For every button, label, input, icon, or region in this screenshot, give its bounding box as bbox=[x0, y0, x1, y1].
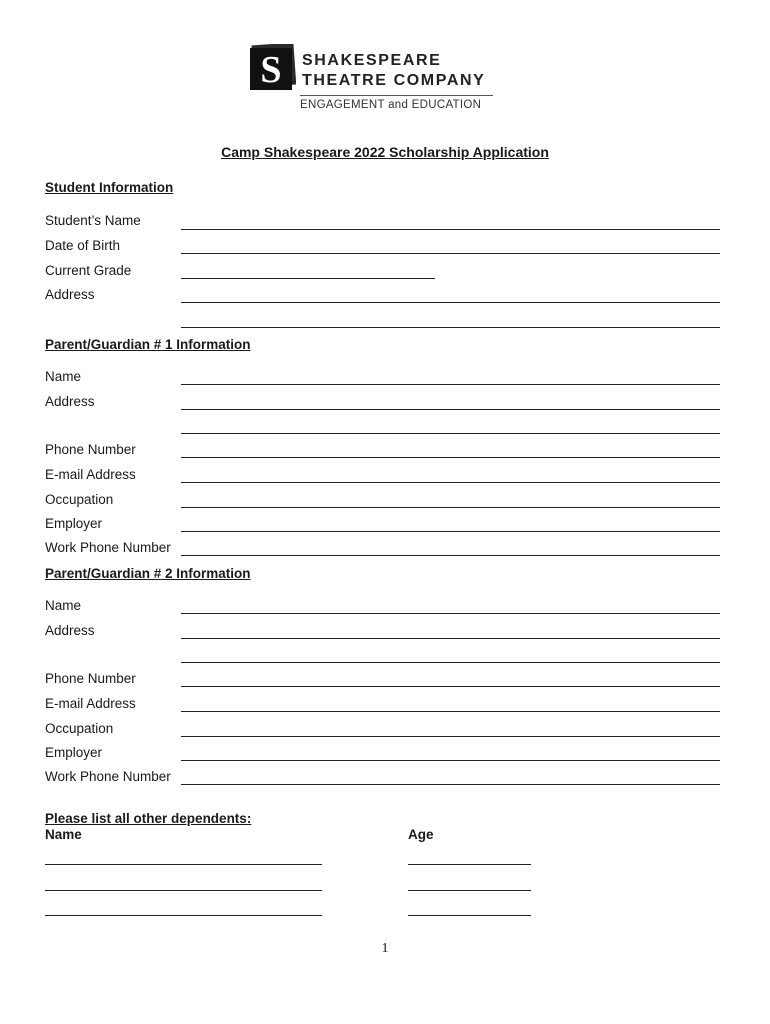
logo-text-line1: SHAKESPEARE bbox=[302, 52, 442, 69]
guardian2-address-label: Address bbox=[45, 623, 95, 638]
guardian1-phone-field[interactable] bbox=[181, 457, 720, 458]
dependent-age-field[interactable] bbox=[408, 890, 531, 891]
guardian2-employer-label: Employer bbox=[45, 745, 103, 760]
student-name-label: Student’s Name bbox=[45, 213, 141, 228]
guardian2-email-field[interactable] bbox=[181, 711, 720, 712]
guardian2-name-label: Name bbox=[45, 598, 82, 613]
logo-divider bbox=[300, 95, 493, 96]
student-address-field-line1[interactable] bbox=[181, 302, 720, 303]
guardian1-occupation-field[interactable] bbox=[181, 507, 720, 508]
student-address-field-line2[interactable] bbox=[181, 327, 720, 328]
guardian2-work-phone-label: Work Phone Number bbox=[45, 769, 171, 784]
logo-s-mark-icon bbox=[250, 44, 296, 90]
student-dob-field[interactable] bbox=[181, 253, 720, 254]
guardian2-work-phone-field[interactable] bbox=[181, 784, 720, 785]
guardian2-phone-field[interactable] bbox=[181, 686, 720, 687]
guardian1-employer-label: Employer bbox=[45, 516, 103, 531]
document-title: Camp Shakespeare 2022 Scholarship Application bbox=[221, 144, 549, 160]
logo-text-line2: THEATRE COMPANY bbox=[302, 72, 486, 89]
guardian2-occupation-label: Occupation bbox=[45, 721, 114, 736]
guardian1-work-phone-label: Work Phone Number bbox=[45, 540, 171, 555]
guardian1-employer-field[interactable] bbox=[181, 531, 720, 532]
guardian1-phone-label: Phone Number bbox=[45, 442, 136, 457]
guardian1-occupation-label: Occupation bbox=[45, 492, 114, 507]
guardian1-address-label: Address bbox=[45, 394, 95, 409]
student-name-field[interactable] bbox=[181, 229, 720, 230]
guardian2-address-field-line2[interactable] bbox=[181, 662, 720, 663]
student-info-heading: Student Information bbox=[45, 180, 174, 195]
dependents-heading: Please list all other dependents: bbox=[45, 811, 252, 826]
dependent-name-field[interactable] bbox=[45, 890, 322, 891]
student-grade-field[interactable] bbox=[181, 278, 435, 279]
guardian1-work-phone-field[interactable] bbox=[181, 555, 720, 556]
dependent-name-field[interactable] bbox=[45, 864, 322, 865]
guardian1-address-field-line2[interactable] bbox=[181, 433, 720, 434]
guardian2-heading: Parent/Guardian # 2 Information bbox=[45, 566, 251, 581]
guardian2-name-field[interactable] bbox=[181, 613, 720, 614]
student-dob-label: Date of Birth bbox=[45, 238, 121, 253]
guardian1-address-field-line1[interactable] bbox=[181, 409, 720, 410]
guardian1-name-label: Name bbox=[45, 369, 82, 384]
guardian2-email-label: E-mail Address bbox=[45, 696, 136, 711]
student-address-label: Address bbox=[45, 287, 95, 302]
guardian1-email-label: E-mail Address bbox=[45, 467, 136, 482]
guardian2-employer-field[interactable] bbox=[181, 760, 720, 761]
dependent-name-field[interactable] bbox=[45, 915, 322, 916]
student-grade-label: Current Grade bbox=[45, 263, 132, 278]
dependents-age-header: Age bbox=[408, 827, 434, 842]
logo-subtitle: ENGAGEMENT and EDUCATION bbox=[300, 99, 482, 111]
page-number: 1 bbox=[381, 941, 389, 956]
guardian1-heading: Parent/Guardian # 1 Information bbox=[45, 337, 251, 352]
dependent-age-field[interactable] bbox=[408, 915, 531, 916]
dependents-name-header: Name bbox=[45, 827, 82, 842]
guardian2-phone-label: Phone Number bbox=[45, 671, 136, 686]
guardian2-occupation-field[interactable] bbox=[181, 736, 720, 737]
guardian2-address-field-line1[interactable] bbox=[181, 638, 720, 639]
guardian1-email-field[interactable] bbox=[181, 482, 720, 483]
guardian1-name-field[interactable] bbox=[181, 384, 720, 385]
svg-text:S: S bbox=[260, 49, 282, 90]
dependent-age-field[interactable] bbox=[408, 864, 531, 865]
